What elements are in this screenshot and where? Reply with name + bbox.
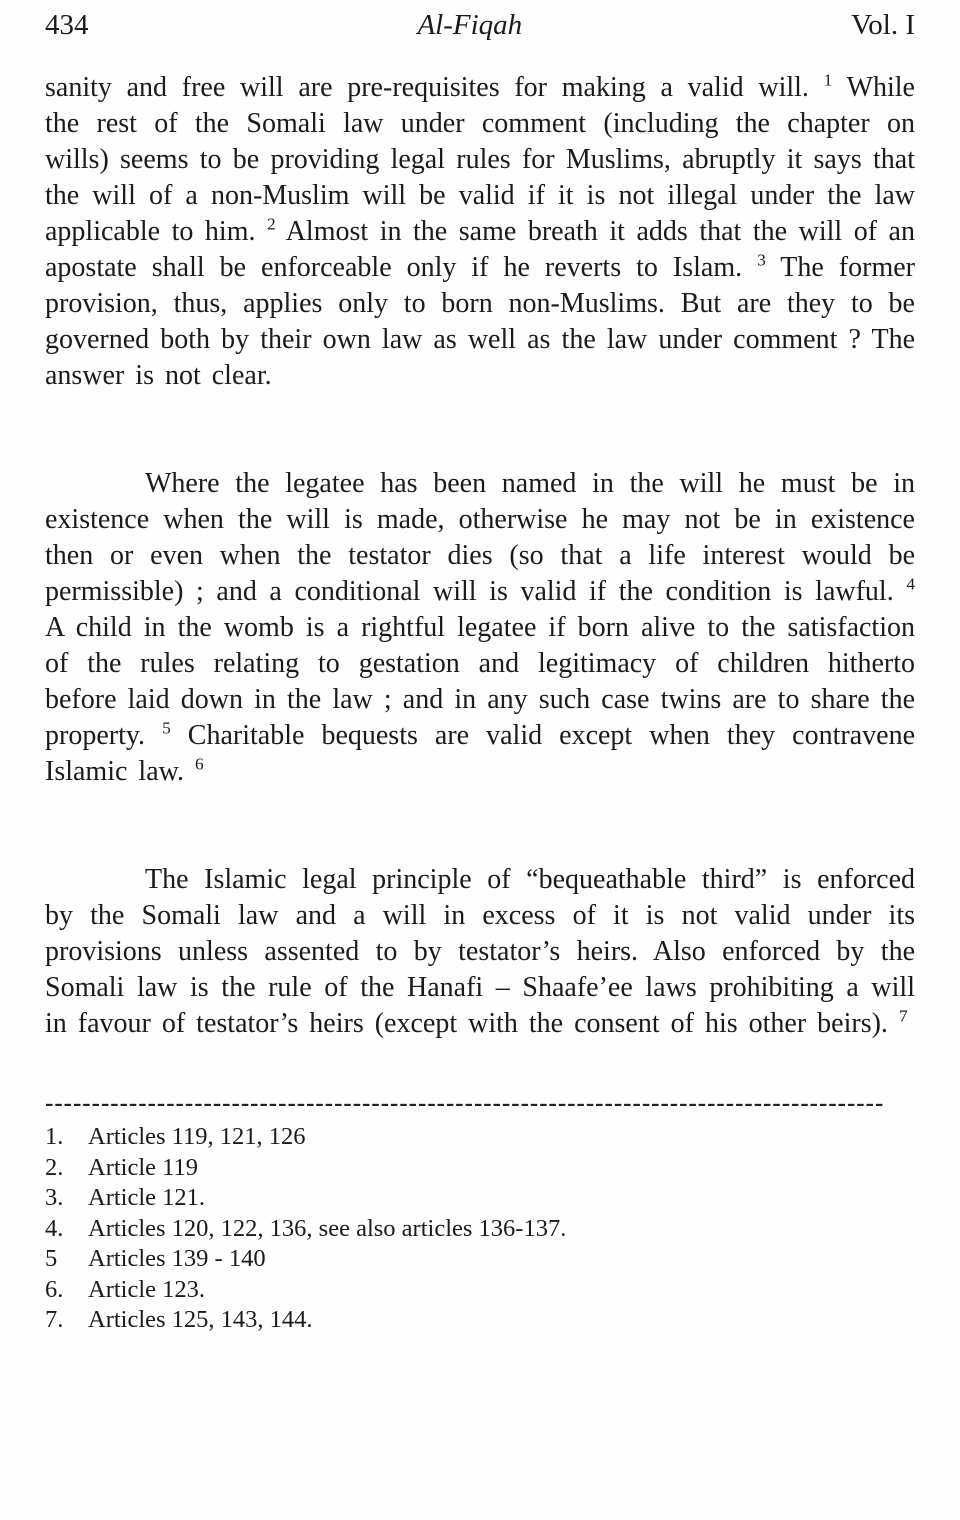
paragraph: Where the legatee has been named in the will he must be in existence when the will is made, otherwise he may not be in existence then or even when the testator dies (so that a life interest would be permissible) ; and a conditional will is valid if the condition is lawful. $^4$ A child in the womb is a rightful legatee if born alive to the satisfaction of the rules relating to gestation and legitimacy of children hitherto before laid down in the law ; and in any such case twins are to share the property. $^5$ Charitable bequests are valid except when they contravene Islamic law. $^6$ [45, 468, 915, 787]
footnote-item [45, 1305, 915, 1336]
page-header [45, 8, 915, 42]
footnote-ref: 3 [757, 250, 766, 270]
paragraph: The Islamic legal principle of “bequeathable third” is enforced by the Somali law and a will in excess of it is not valid under its provisions unless assented to by testator’s heirs. Also enforced by the Somali law is the rule of the Hanafi – Shaafe’ee laws prohibiting a will in favour of testator’s heirs (except with the consent of his other beirs). $^7$ [45, 864, 915, 1039]
footnote-ref: 1 [823, 70, 833, 90]
footnote-item [45, 1122, 915, 1153]
running-title: Al-Fiqah [417, 9, 523, 41]
footnote-separator: ------------------------------------------------------------------------------------------ [45, 1090, 885, 1117]
footnote-ref: 7 [898, 1006, 908, 1026]
footnote-number: 3. [45, 1184, 64, 1211]
footnote-item [45, 1183, 915, 1214]
volume-label: Vol. I [851, 9, 915, 41]
footnote-text: Articles 120, 122, 136, see also articles 136-137. [88, 1214, 567, 1242]
body-text [45, 70, 915, 1042]
footnote-ref: 2 [267, 214, 276, 234]
footnote-item [45, 1214, 915, 1245]
footnote-text: Articles 119, 121, 126 [88, 1123, 306, 1150]
footnote-item [45, 1153, 915, 1184]
footnote-ref: 5 [162, 718, 171, 738]
footnote-number: 6. [45, 1275, 64, 1303]
footnote-number: 5 [45, 1245, 58, 1272]
paragraph: sanity and free will are pre-requisites for making a valid will. $^1$ While the rest of the Somali law under comment (including the chapter on wills) seems to be providing legal rules for Muslims, abruptly it says that the will of a non-Muslim will be valid if it is not illegal under the law applicable to him. $^2$ Almost in the same breath it adds that the will of an apostate shall be enforceable only if he reverts to Islam. $^3$ The former provision, thus, applies only to born non-Muslims. But are they to be governed both by their own law as well as the law under comment ? The answer is not clear. [45, 70, 915, 391]
footnote-number: 4. [45, 1214, 64, 1242]
footnote-list [45, 1122, 915, 1336]
footnote-number: 7. [45, 1306, 64, 1333]
footnote-text: Article 119 [88, 1153, 198, 1181]
footnote-text: Article 123. [88, 1275, 206, 1303]
footnote-number: 2. [45, 1153, 64, 1181]
footnote-item [45, 1275, 915, 1306]
footnote-number: 1. [45, 1123, 64, 1150]
footnote-ref: 6 [195, 754, 204, 774]
footnote-ref: 4 [906, 574, 915, 594]
page-number: 434 [45, 9, 89, 41]
footnote-text: Articles 125, 143, 144. [88, 1306, 313, 1333]
footnote-item [45, 1244, 915, 1275]
footnote-text: Article 121. [88, 1184, 206, 1211]
footnote-text: Articles 139 - 140 [88, 1245, 266, 1272]
